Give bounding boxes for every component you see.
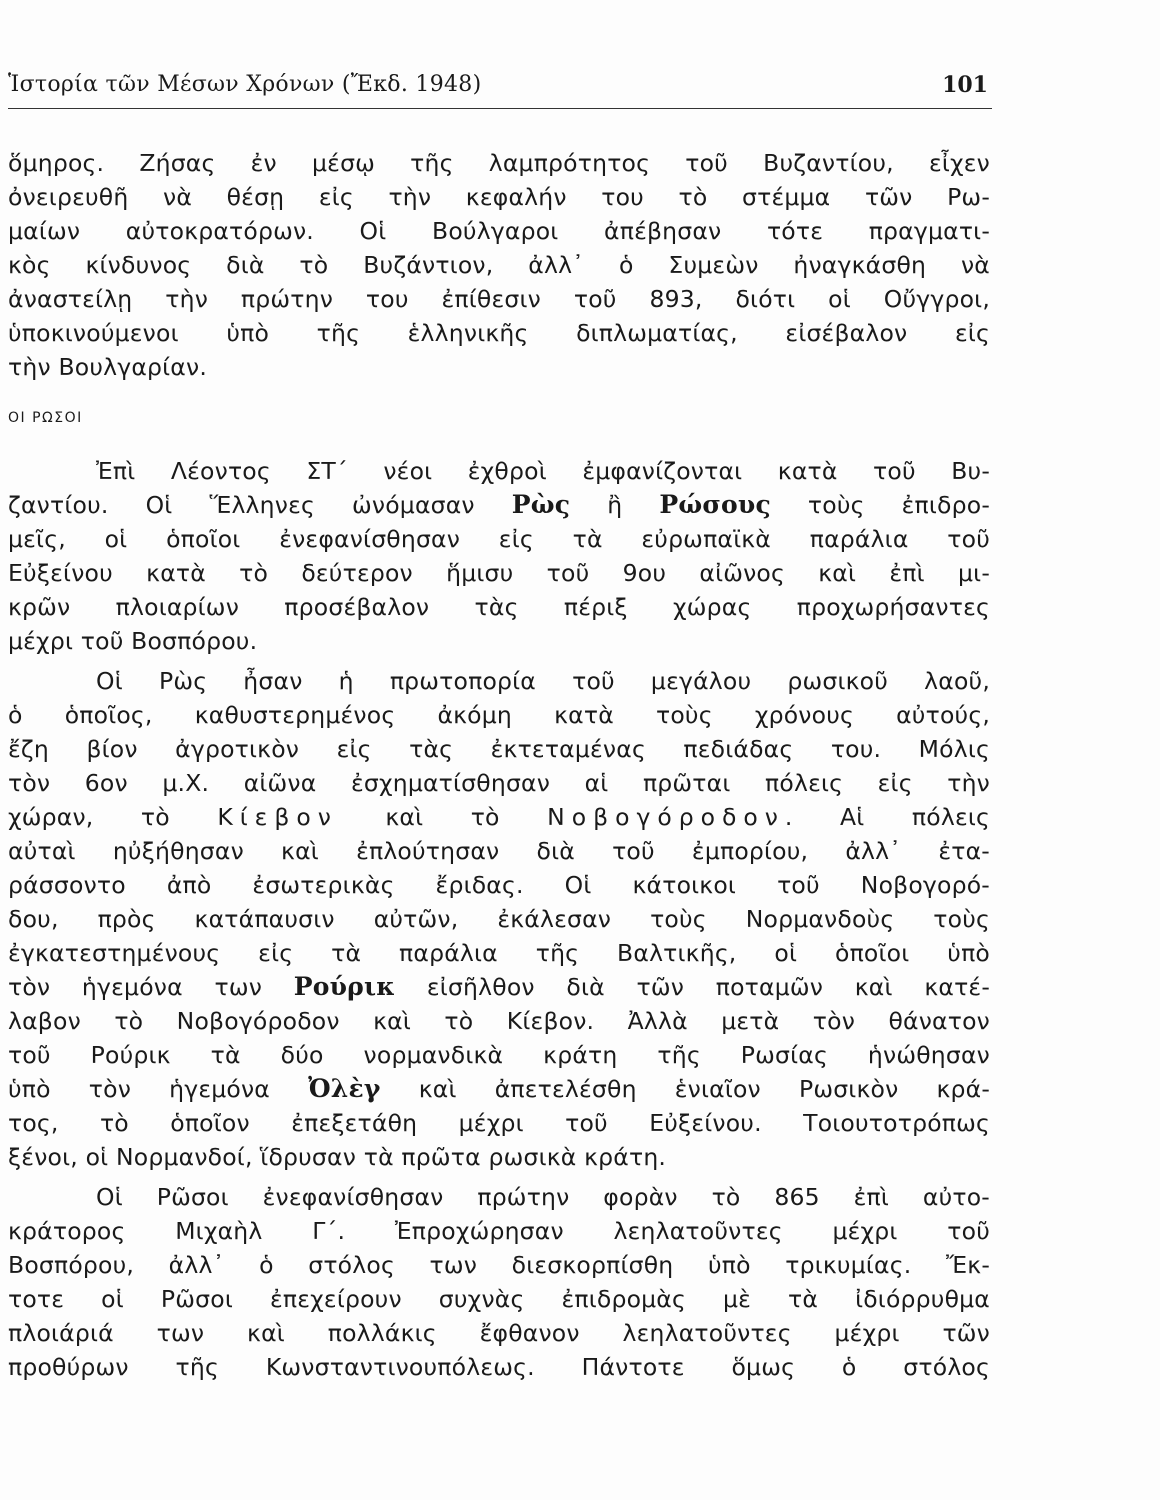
text-line: μέχρι τοῦ Βοσπόρου. [8,627,258,655]
text-line: τὸν 6ον μ.Χ. αἰῶνα ἐσχηματίσθησαν αἱ πρῶται πόλεις εἰς τὴν [8,769,990,797]
text-line: κράτορος Μιχαὴλ Γ΄. Ἐπροχώρησαν λεηλατοῦντες μέχρι τοῦ [8,1217,990,1245]
text-line: μεῖς, οἱ ὁποῖοι ἐνεφανίσθησαν εἰς τὰ εὐρωπαϊκὰ παράλια τοῦ [8,525,990,553]
text-segment: εἰσῆλθον διὰ τῶν ποταμῶν καὶ κατέ- [426,973,991,1001]
running-title: Ἱστορία τῶν Μέσων Χρόνων (Ἔκδ. 1948) [8,72,482,97]
text-line: πλοιάριά των καὶ πολλάκις ἔφθανον λεηλατοῦντες μέχρι τῶν [8,1319,990,1347]
text-line: ράσσοντο ἀπὸ ἐσωτερικὰς ἔριδας. Οἱ κάτοικοι τοῦ Νοβογορό- [8,871,990,899]
text-line: ἔζη βίον ἀγροτικὸν εἰς τὰς ἐκτεταμένας πεδιάδας του. Μόλις [8,735,990,763]
text-line: ὅμηρος. Ζήσας ἐν μέσῳ τῆς λαμπρότητος τοῦ Βυζαντίου, εἶχεν [8,149,990,177]
text-line: αὐταὶ ηὐξήθησαν καὶ ἐπλούτησαν διὰ τοῦ ἐμπορίου, ἀλλ᾽ ἐτα- [8,837,990,865]
section-heading: ΟΙ ΡΩΣΟΙ [8,410,83,426]
text-line: προθύρων τῆς Κωνσταντινουπόλεως. Πάντοτε ὅμως ὁ στόλος [8,1353,990,1381]
text-line: Οἱ Ρὼς ἦσαν ἡ πρωτοπορία τοῦ μεγάλου ρωσικοῦ λαοῦ, [96,667,990,695]
text-line: Εὐξείνου κατὰ τὸ δεύτερον ἥμισυ τοῦ 9ου αἰῶνος καὶ ἐπὶ μι- [8,559,990,587]
text-segment: ἢ [607,491,623,519]
text-line: ὁ ὁποῖος, καθυστερημένος ἀκόμη κατὰ τοὺς χρόνους αὐτούς, [8,701,990,729]
page-number: 101 [942,72,988,98]
text-segment: τοὺς ἐπιδρο- [807,491,991,519]
text-line: τοτε οἱ Ρῶσοι ἐπεχείρουν συχνὰς ἐπιδρομὰς μὲ τὰ ἰδιόρρυθμα [8,1285,990,1313]
text-line [8,1072,990,1106]
text-line [8,488,990,522]
text-line: κρῶν πλοιαρίων προσέβαλον τὰς πέριξ χώρας προχωρήσαντες [8,593,990,621]
bold-term-ros: Ρὼς [511,490,571,519]
text-segment: καὶ τὸ [385,803,500,831]
text-line: μαίων αὐτοκρατόρων. Οἱ Βούλγαροι ἀπέβησαν τότε πραγματι- [8,217,990,245]
bold-term-rosous: Ρώσους [659,490,771,519]
text-segment: ὑπὸ τὸν ἡγεμόνα [8,1075,270,1103]
text-line: τὴν Βουλγαρίαν. [8,353,207,381]
text-segment: ζαντίου. Οἱ Ἕλληνες ὠνόμασαν [8,491,475,519]
text-line: ξένοι, οἱ Νορμανδοί, ἵδρυσαν τὰ πρῶτα ρωσικὰ κράτη. [8,1143,667,1171]
text-line [8,970,990,1004]
bold-term-rourik: Ρούρικ [293,972,396,1001]
text-segment: τὸν ἡγεμόνα των [8,973,263,1001]
text-line: ὑποκινούμενοι ὑπὸ τῆς ἑλληνικῆς διπλωματίας, εἰσέβαλον εἰς [8,319,990,347]
text-segment: χώραν, τὸ [8,803,170,831]
text-line: Ἐπὶ Λέοντος ΣΤ΄ νέοι ἐχθροὶ ἐμφανίζονται κατὰ τοῦ Βυ- [96,457,990,485]
text-line: δου, πρὸς κατάπαυσιν αὐτῶν, ἐκάλεσαν τοὺς Νορμανδοὺς τοὺς [8,905,990,933]
spaced-term-novogorodon: Νοβογόροδον [547,803,785,831]
text-line: τοῦ Ρούρικ τὰ δύο νορμανδικὰ κράτη τῆς Ρωσίας ἡνώθησαν [8,1041,990,1069]
text-segment: . Αἱ πόλεις [784,803,990,831]
text-line: Βοσπόρου, ἀλλ᾽ ὁ στόλος των διεσκορπίσθη ὑπὸ τρικυμίας. Ἔκ- [8,1251,990,1279]
text-line: τος, τὸ ὁποῖον ἐπεξετάθη μέχρι τοῦ Εὐξείνου. Τοιουτοτρόπως [8,1109,990,1137]
text-line [8,800,990,834]
bold-term-oleg: Ὀλὲγ [308,1074,381,1103]
text-line: κὸς κίνδυνος διὰ τὸ Βυζάντιον, ἀλλ᾽ ὁ Συμεὼν ἠναγκάσθη νὰ [8,251,990,279]
spaced-term-kievon: Κίεβον [217,803,338,831]
text-line: Οἱ Ρῶσοι ἐνεφανίσθησαν πρώτην φορὰν τὸ 865 ἐπὶ αὐτο- [96,1183,990,1211]
text-segment: καὶ ἀπετελέσθη ἑνιαῖον Ρωσικὸν κρά- [418,1075,991,1103]
text-line: ὀνειρευθῆ νὰ θέσῃ εἰς τὴν κεφαλήν του τὸ στέμμα τῶν Ρω- [8,183,990,211]
text-line: ἀναστείλῃ τὴν πρώτην του ἐπίθεσιν τοῦ 893, διότι οἱ Οὔγγροι, [8,285,990,313]
text-line: ἐγκατεστημένους εἰς τὰ παράλια τῆς Βαλτικῆς, οἱ ὁποῖοι ὑπὸ [8,939,990,967]
text-line: λαβον τὸ Νοβογόροδον καὶ τὸ Κίεβον. Ἀλλὰ μετὰ τὸν θάνατον [8,1007,990,1035]
